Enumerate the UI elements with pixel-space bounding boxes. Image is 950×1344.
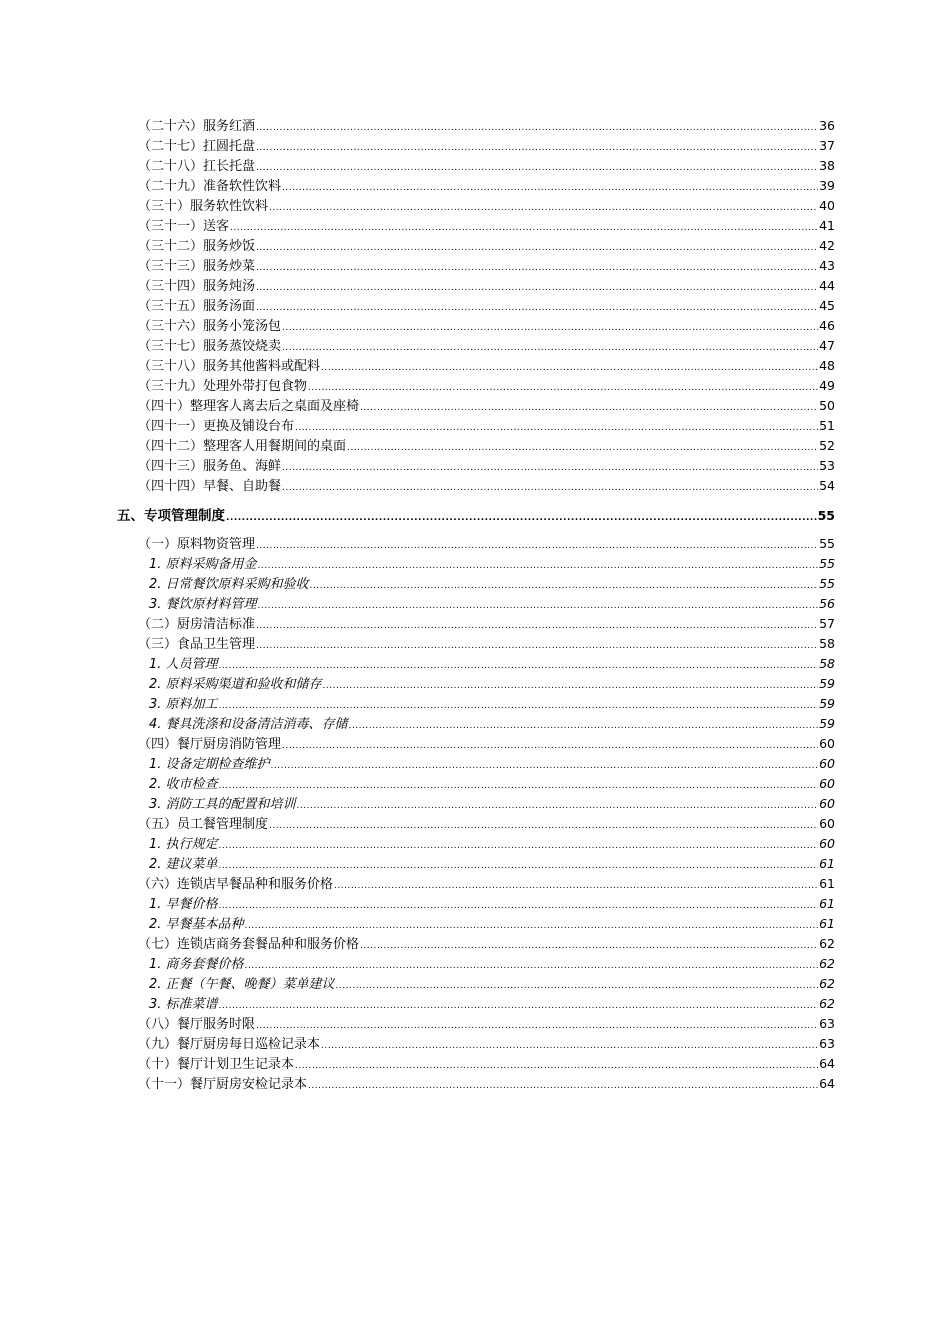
toc-dot-leader bbox=[310, 576, 819, 596]
toc-page-number: 49 bbox=[819, 378, 835, 393]
toc-dot-leader bbox=[219, 996, 819, 1016]
toc-entry-title: （三十一）送客 bbox=[138, 219, 230, 234]
toc-section-entry[interactable] bbox=[117, 614, 835, 634]
toc-dot-leader bbox=[360, 936, 818, 956]
toc-entry-title: （三十）服务软性饮料 bbox=[138, 199, 269, 214]
toc-entry-title: （三十三）服务炒菜 bbox=[138, 259, 256, 274]
toc-entry-title: （二十九）准备软性饮料 bbox=[138, 179, 282, 194]
toc-entry-title: （二十六）服务红酒 bbox=[138, 119, 256, 134]
toc-page-number: 60 bbox=[819, 796, 835, 811]
toc-dot-leader bbox=[230, 218, 818, 238]
toc-page-number: 55 bbox=[819, 556, 835, 571]
toc-entry-title: （四十）整理客人离去后之桌面及座椅 bbox=[138, 399, 360, 414]
toc-dot-leader bbox=[256, 616, 818, 636]
toc-page-number: 59 bbox=[819, 716, 835, 731]
toc-entry-title: （三十五）服务汤面 bbox=[138, 299, 256, 314]
toc-page-number: 38 bbox=[819, 158, 835, 173]
toc-section-entry[interactable] bbox=[117, 476, 835, 496]
toc-entry-title: （四）餐厅厨房消防管理 bbox=[138, 737, 282, 752]
toc-page-number: 43 bbox=[819, 258, 835, 273]
toc-page-number: 61 bbox=[819, 916, 835, 931]
toc-page-number: 40 bbox=[819, 198, 835, 213]
toc-dot-leader bbox=[334, 876, 818, 896]
toc-entry-title: （十）餐厅计划卫生记录本 bbox=[138, 1057, 295, 1072]
toc-page-number: 45 bbox=[819, 298, 835, 313]
toc-page-number: 62 bbox=[819, 936, 835, 951]
toc-entry-title: 2. 建议菜单 bbox=[149, 857, 218, 872]
toc-section-entry[interactable] bbox=[117, 416, 835, 436]
toc-page-number: 59 bbox=[819, 676, 835, 691]
toc-dot-leader bbox=[308, 1076, 818, 1096]
toc-entry-title: （三十九）处理外带打包食物 bbox=[138, 379, 308, 394]
toc-page-number: 63 bbox=[819, 1036, 835, 1051]
toc-dot-leader bbox=[282, 478, 818, 498]
toc-entry-title: （二）厨房清洁标准 bbox=[138, 617, 256, 632]
toc-subsection-entry[interactable] bbox=[117, 894, 835, 914]
toc-dot-leader bbox=[349, 716, 819, 736]
toc-entry-title: 2. 原料采购渠道和验收和储存 bbox=[149, 677, 322, 692]
toc-subsection-entry[interactable] bbox=[117, 714, 835, 734]
toc-page-number: 61 bbox=[819, 896, 835, 911]
toc-dot-leader bbox=[282, 338, 818, 358]
toc-page-number: 60 bbox=[819, 736, 835, 751]
toc-entry-title: 2. 正餐（午餐、晚餐）菜单建议 bbox=[149, 977, 335, 992]
toc-entry-title: 1. 执行规定 bbox=[149, 837, 218, 852]
toc-subsection-entry[interactable] bbox=[117, 654, 835, 674]
toc-subsection-entry[interactable] bbox=[117, 594, 835, 614]
toc-section-entry[interactable] bbox=[117, 316, 835, 336]
toc-entry-title: （八）餐厅服务时限 bbox=[138, 1017, 256, 1032]
toc-page-number: 62 bbox=[819, 976, 835, 991]
toc-dot-leader bbox=[269, 198, 818, 218]
toc-section-entry[interactable] bbox=[117, 216, 835, 236]
toc-page-number: 54 bbox=[819, 478, 835, 493]
toc-entry-title: 1. 原料采购备用金 bbox=[149, 557, 257, 572]
toc-dot-leader bbox=[256, 138, 818, 158]
toc-entry-title: （六）连锁店早餐品种和服务价格 bbox=[138, 877, 334, 892]
toc-dot-leader bbox=[256, 258, 818, 278]
toc-subsection-entry[interactable] bbox=[117, 854, 835, 874]
toc-subsection-entry[interactable] bbox=[117, 834, 835, 854]
toc-page-number: 55 bbox=[819, 536, 835, 551]
toc-section-entry[interactable] bbox=[117, 136, 835, 156]
toc-page-number: 47 bbox=[819, 338, 835, 353]
toc-subsection-entry[interactable] bbox=[117, 954, 835, 974]
toc-section-entry[interactable] bbox=[117, 336, 835, 356]
toc-section-entry[interactable] bbox=[117, 1054, 835, 1074]
toc-page-number: 51 bbox=[819, 418, 835, 433]
toc-dot-leader bbox=[226, 508, 817, 528]
toc-entry-title: （四十四）早餐、自助餐 bbox=[138, 479, 282, 494]
toc-page-number: 62 bbox=[819, 996, 835, 1011]
toc-entry-title: 1. 商务套餐价格 bbox=[149, 957, 244, 972]
toc-dot-leader bbox=[308, 378, 818, 398]
toc-section-entry[interactable] bbox=[117, 934, 835, 954]
toc-dot-leader bbox=[336, 976, 819, 996]
toc-dot-leader bbox=[256, 1016, 818, 1036]
toc-page-number: 60 bbox=[819, 756, 835, 771]
toc-dot-leader bbox=[297, 796, 819, 816]
toc-dot-leader bbox=[219, 656, 819, 676]
toc-dot-leader bbox=[245, 956, 819, 976]
toc-section-entry[interactable] bbox=[117, 376, 835, 396]
toc-page-number: 52 bbox=[819, 438, 835, 453]
toc-page-number: 46 bbox=[819, 318, 835, 333]
toc-entry-title: （四十三）服务鱼、海鲜 bbox=[138, 459, 282, 474]
toc-entry-title: 1. 早餐价格 bbox=[149, 897, 218, 912]
toc-dot-leader bbox=[282, 318, 818, 338]
toc-dot-leader bbox=[258, 596, 819, 616]
toc-page-number: 55 bbox=[819, 576, 835, 591]
toc-section-entry[interactable] bbox=[117, 196, 835, 216]
toc-section-entry[interactable] bbox=[117, 396, 835, 416]
toc-section-entry[interactable] bbox=[117, 1034, 835, 1054]
toc-subsection-entry[interactable] bbox=[117, 674, 835, 694]
toc-entry-title: （三十六）服务小笼汤包 bbox=[138, 319, 282, 334]
toc-entry-title: 2. 收市检查 bbox=[149, 777, 218, 792]
toc-section-entry[interactable] bbox=[117, 534, 835, 554]
toc-section-entry[interactable] bbox=[117, 436, 835, 456]
toc-entry-title: （三十二）服务炒饭 bbox=[138, 239, 256, 254]
toc-entry-title: （一）原料物资管理 bbox=[138, 537, 256, 552]
toc-section-entry[interactable] bbox=[117, 156, 835, 176]
toc-entry-title: （二十七）扛圆托盘 bbox=[138, 139, 256, 154]
toc-subsection-entry[interactable] bbox=[117, 994, 835, 1014]
toc-dot-leader bbox=[219, 776, 819, 796]
toc-section-entry[interactable] bbox=[117, 456, 835, 476]
toc-dot-leader bbox=[245, 916, 819, 936]
toc-page-number: 36 bbox=[819, 118, 835, 133]
toc-entry-title: （四十二）整理客人用餐期间的桌面 bbox=[138, 439, 347, 454]
toc-page-number: 39 bbox=[819, 178, 835, 193]
toc-dot-leader bbox=[282, 178, 818, 198]
toc-subsection-entry[interactable] bbox=[117, 574, 835, 594]
toc-page-number: 56 bbox=[819, 596, 835, 611]
toc-page-number: 60 bbox=[819, 836, 835, 851]
toc-section-entry[interactable] bbox=[117, 874, 835, 894]
toc-dot-leader bbox=[323, 676, 819, 696]
toc-page-number: 58 bbox=[819, 636, 835, 651]
toc-entry-title: （九）餐厅厨房每日巡检记录本 bbox=[138, 1037, 321, 1052]
toc-page-number: 57 bbox=[819, 616, 835, 631]
toc-entry-title: 2. 日常餐饮原料采购和验收 bbox=[149, 577, 309, 592]
toc-page-number: 59 bbox=[819, 696, 835, 711]
toc-dot-leader bbox=[219, 856, 819, 876]
toc-page-number: 42 bbox=[819, 238, 835, 253]
toc-dot-leader bbox=[321, 1036, 818, 1056]
toc-dot-leader bbox=[295, 1056, 818, 1076]
toc-subsection-entry[interactable] bbox=[117, 914, 835, 934]
toc-page-number: 60 bbox=[819, 776, 835, 791]
toc-entry-title: （四十一）更换及铺设台布 bbox=[138, 419, 295, 434]
toc-page-number: 48 bbox=[819, 358, 835, 373]
toc-section-entry[interactable] bbox=[117, 734, 835, 754]
toc-page-number: 61 bbox=[819, 876, 835, 891]
toc-entry-title: 五、专项管理制度 bbox=[117, 508, 225, 524]
toc-section-entry[interactable] bbox=[117, 276, 835, 296]
toc-entry-title: （三十七）服务蒸饺烧卖 bbox=[138, 339, 282, 354]
toc-dot-leader bbox=[295, 418, 818, 438]
toc-entry-title: 3. 原料加工 bbox=[149, 697, 218, 712]
toc-page-number: 60 bbox=[819, 816, 835, 831]
toc-entry-title: 1. 设备定期检查维护 bbox=[149, 757, 270, 772]
toc-page-number: 55 bbox=[817, 508, 835, 523]
toc-dot-leader bbox=[321, 358, 818, 378]
toc-dot-leader bbox=[282, 458, 818, 478]
toc-entry-title: （三）食品卫生管理 bbox=[138, 637, 256, 652]
toc-dot-leader bbox=[219, 696, 819, 716]
toc-section-entry[interactable] bbox=[117, 116, 835, 136]
toc-page-number: 63 bbox=[819, 1016, 835, 1031]
toc-dot-leader bbox=[269, 816, 818, 836]
toc-subsection-entry[interactable] bbox=[117, 554, 835, 574]
toc-dot-leader bbox=[256, 298, 818, 318]
toc-section-entry[interactable] bbox=[117, 1014, 835, 1034]
toc-subsection-entry[interactable] bbox=[117, 694, 835, 714]
toc-dot-leader bbox=[256, 158, 818, 178]
toc-section-entry[interactable] bbox=[117, 814, 835, 834]
toc-section-entry[interactable] bbox=[117, 176, 835, 196]
toc-entry-title: （三十四）服务炖汤 bbox=[138, 279, 256, 294]
toc-dot-leader bbox=[347, 438, 818, 458]
toc-subsection-entry[interactable] bbox=[117, 774, 835, 794]
toc-section-entry[interactable] bbox=[117, 634, 835, 654]
toc-dot-leader bbox=[256, 238, 818, 258]
toc-entry-title: （三十八）服务其他酱料或配料 bbox=[138, 359, 321, 374]
toc-dot-leader bbox=[271, 756, 819, 776]
toc-entry-title: （七）连锁店商务套餐品种和服务价格 bbox=[138, 937, 360, 952]
toc-entry-title: 2. 早餐基本品种 bbox=[149, 917, 244, 932]
toc-section-entry[interactable] bbox=[117, 296, 835, 316]
toc-entry-title: （五）员工餐管理制度 bbox=[138, 817, 269, 832]
toc-page-number: 37 bbox=[819, 138, 835, 153]
toc-chapter-entry[interactable] bbox=[117, 506, 835, 526]
toc-dot-leader bbox=[256, 636, 818, 656]
toc-section-entry[interactable] bbox=[117, 236, 835, 256]
toc-page-number: 64 bbox=[819, 1076, 835, 1091]
toc-section-entry[interactable] bbox=[117, 256, 835, 276]
toc-dot-leader bbox=[360, 398, 818, 418]
toc-dot-leader bbox=[258, 556, 819, 576]
toc-page-number: 41 bbox=[819, 218, 835, 233]
toc-dot-leader bbox=[256, 536, 818, 556]
toc-page-number: 53 bbox=[819, 458, 835, 473]
toc-page-number: 50 bbox=[819, 398, 835, 413]
toc-page-number: 62 bbox=[819, 956, 835, 971]
toc-page-number: 44 bbox=[819, 278, 835, 293]
toc-dot-leader bbox=[256, 118, 818, 138]
toc-dot-leader bbox=[219, 836, 819, 856]
toc-entry-title: 3. 标准菜谱 bbox=[149, 997, 218, 1012]
toc-section-entry[interactable] bbox=[117, 1074, 835, 1094]
toc-entry-title: 4. 餐具洗涤和设备清洁消毒、存储 bbox=[149, 717, 348, 732]
toc-dot-leader bbox=[282, 736, 818, 756]
toc-page-number: 64 bbox=[819, 1056, 835, 1071]
toc-entry-title: （二十八）扛长托盘 bbox=[138, 159, 256, 174]
toc-entry-title: （十一）餐厅厨房安检记录本 bbox=[138, 1077, 308, 1092]
toc-dot-leader bbox=[219, 896, 819, 916]
toc-dot-leader bbox=[256, 278, 818, 298]
toc-section-entry[interactable] bbox=[117, 356, 835, 376]
toc-page-number: 58 bbox=[819, 656, 835, 671]
toc-page-number: 61 bbox=[819, 856, 835, 871]
toc-subsection-entry[interactable] bbox=[117, 794, 835, 814]
toc-entry-title: 3. 消防工具的配置和培训 bbox=[149, 797, 296, 812]
table-of-contents bbox=[117, 116, 835, 1094]
toc-subsection-entry[interactable] bbox=[117, 754, 835, 774]
toc-entry-title: 1. 人员管理 bbox=[149, 657, 218, 672]
toc-subsection-entry[interactable] bbox=[117, 974, 835, 994]
toc-entry-title: 3. 餐饮原材料管理 bbox=[149, 597, 257, 612]
